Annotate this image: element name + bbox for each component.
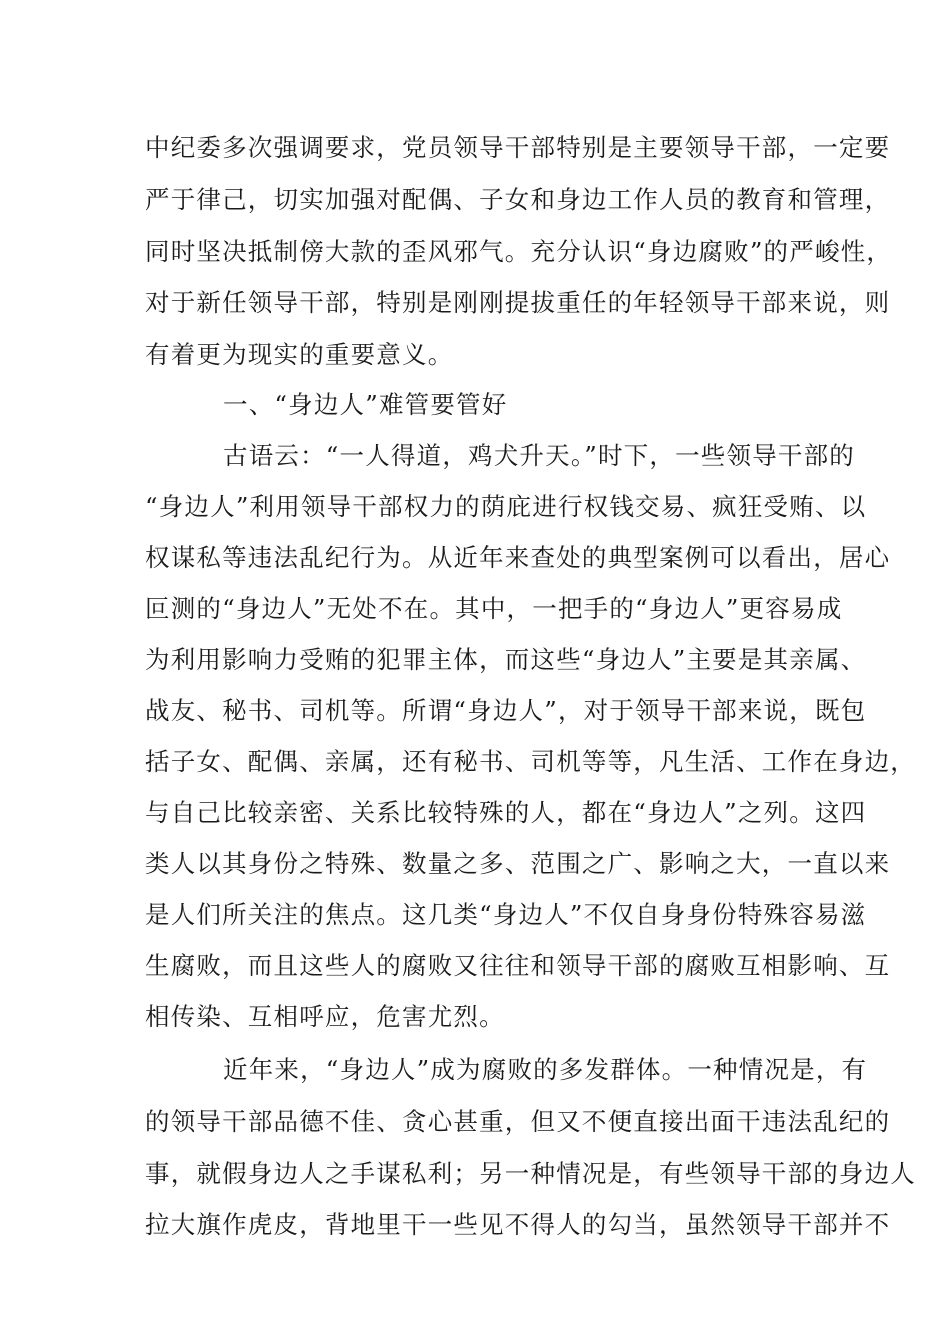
text-line: 对于新任领导干部，特别是刚刚提拔重任的年轻领导干部来说，则	[145, 288, 891, 317]
text-line: 拉大旗作虎皮，背地里干一些见不得人的勾当，虽然领导干部并不	[145, 1210, 891, 1239]
text-line: 战友、秘书、司机等。所谓“身边人”，对于领导干部来说，既包	[145, 696, 867, 725]
text-line: 有着更为现实的重要意义。	[145, 340, 454, 369]
text-line: 括子女、配偶、亲属，还有秘书、司机等等，凡生活、工作在身边，	[145, 747, 916, 776]
text-line: 同时坚决抵制傍大款的歪风邪气。充分认识“身边腐败”的严峻性，	[145, 237, 893, 266]
text-line: 与自己比较亲密、关系比较特殊的人，都在“身边人”之列。这四	[145, 798, 867, 827]
text-line: 严于律己，切实加强对配偶、子女和身边工作人员的教育和管理，	[145, 185, 891, 214]
text-line: 事，就假身边人之手谋私利；另一种情况是，有些领导干部的身边人	[145, 1159, 916, 1188]
text-line: 古语云：“一人得道，鸡犬升天。”时下，一些领导干部的	[223, 441, 855, 470]
text-line: 的领导干部品德不佳、贪心甚重，但又不便直接出面干违法乱纪的	[145, 1107, 891, 1136]
section-heading: 一、“身边人”难管要管好	[223, 390, 508, 419]
text-line: 类人以其身份之特殊、数量之多、范围之广、影响之大，一直以来	[145, 849, 891, 878]
text-line: 是人们所关注的焦点。这几类“身边人”不仅自身身份特殊容易滋	[145, 900, 867, 929]
text-line: “身边人”利用领导干部权力的荫庇进行权钱交易、疯狂受贿、以	[145, 492, 867, 521]
text-line: 为利用影响力受贿的犯罪主体，而这些“身边人”主要是其亲属、	[145, 645, 867, 674]
text-line: 近年来，“身边人”成为腐败的多发群体。一种情况是，有	[223, 1055, 868, 1084]
text-line: 叵测的“身边人”无处不在。其中，一把手的“身边人”更容易成	[145, 594, 843, 623]
text-line: 生腐败，而且这些人的腐败又往往和领导干部的腐败互相影响、互	[145, 951, 891, 980]
text-line: 相传染、互相呼应，危害尤烈。	[145, 1002, 505, 1031]
text-line: 中纪委多次强调要求，党员领导干部特别是主要领导干部，一定要	[145, 133, 891, 162]
text-line: 权谋私等违法乱纪行为。从近年来查处的典型案例可以看出，居心	[145, 543, 891, 572]
